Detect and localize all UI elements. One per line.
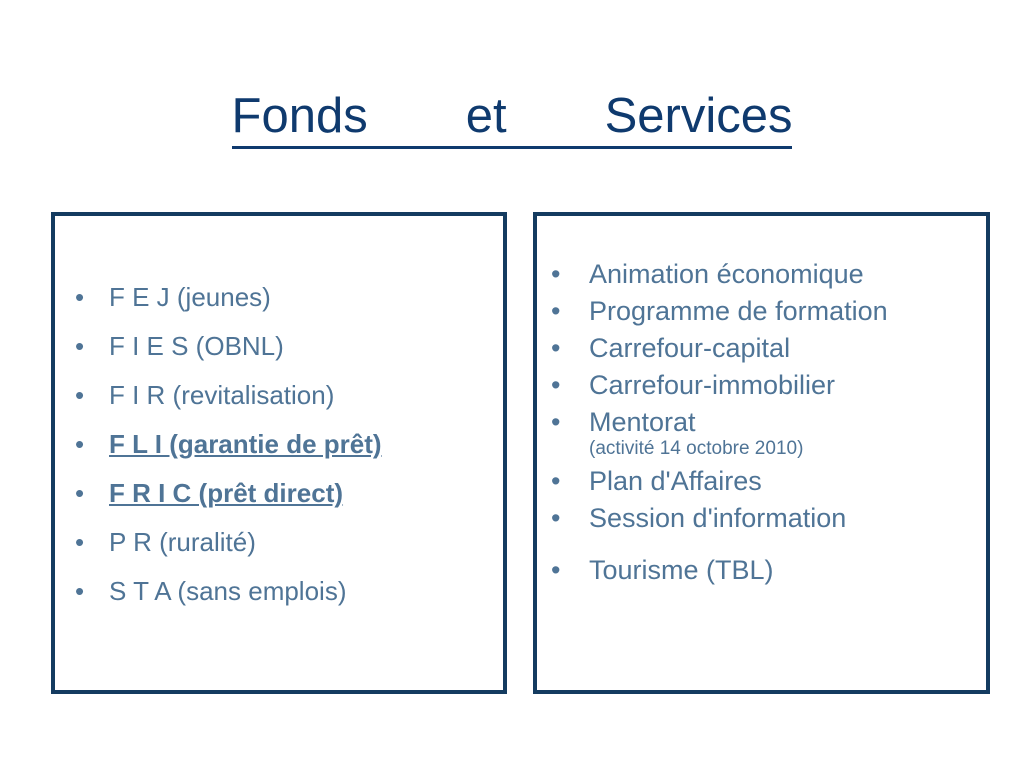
bullet-icon: • <box>75 527 85 557</box>
bullet-icon: • <box>551 370 561 400</box>
bullet-icon: • <box>551 466 561 496</box>
bullet-icon: • <box>551 555 561 585</box>
services-list <box>547 256 888 589</box>
list-item <box>69 371 382 420</box>
list-item <box>547 500 888 537</box>
bullet-icon: • <box>75 429 85 459</box>
service-label: Plan d'Affaires <box>589 466 762 496</box>
list-item <box>69 518 382 567</box>
bullet-icon: • <box>75 380 85 410</box>
list-item <box>69 469 382 518</box>
list-item <box>547 330 888 367</box>
bullet-icon: • <box>551 333 561 363</box>
fund-label: S T A (sans emplois) <box>109 576 347 606</box>
service-label: Carrefour-capital <box>589 333 791 363</box>
list-item <box>547 293 888 330</box>
title-word-et: et <box>465 89 507 143</box>
bullet-icon: • <box>551 407 561 437</box>
fund-label: F E J (jeunes) <box>109 282 271 312</box>
fund-link-fli[interactable]: F L I (garantie de prêt) <box>109 429 382 459</box>
funds-list <box>69 273 382 616</box>
fund-label: F I R (revitalisation) <box>109 380 335 410</box>
service-note: (activité 14 octobre 2010) <box>589 438 804 459</box>
page-title-underlined <box>232 86 793 149</box>
bullet-icon: • <box>75 576 85 606</box>
service-label: Carrefour-immobilier <box>589 370 836 400</box>
page-title <box>0 86 1024 149</box>
fund-label: P R (ruralité) <box>109 527 256 557</box>
list-item <box>69 273 382 322</box>
title-word-fonds: Fonds <box>231 89 368 143</box>
service-label: Tourisme (TBL) <box>589 555 774 585</box>
bullet-icon: • <box>75 478 85 508</box>
list-item <box>69 322 382 371</box>
fund-label: F I E S (OBNL) <box>109 331 284 361</box>
bullet-icon: • <box>551 259 561 289</box>
service-label: Session d'information <box>589 503 847 533</box>
list-item <box>547 552 888 589</box>
list-item <box>69 567 382 616</box>
list-item <box>547 463 888 500</box>
service-label: Animation économique <box>589 259 864 289</box>
fund-link-fric[interactable]: F R I C (prêt direct) <box>109 478 344 508</box>
bullet-icon: • <box>75 331 85 361</box>
list-item <box>547 256 888 293</box>
bullet-icon: • <box>551 503 561 533</box>
funds-box <box>51 212 507 694</box>
service-label: Programme de formation <box>589 296 888 326</box>
service-label: Mentorat <box>589 407 696 437</box>
list-item <box>69 420 382 469</box>
title-word-services: Services <box>604 89 793 143</box>
bullet-icon: • <box>551 296 561 326</box>
bullet-icon: • <box>75 282 85 312</box>
service-mentorat <box>589 404 803 463</box>
list-item <box>547 404 888 463</box>
list-item <box>547 367 888 404</box>
services-box <box>533 212 990 694</box>
